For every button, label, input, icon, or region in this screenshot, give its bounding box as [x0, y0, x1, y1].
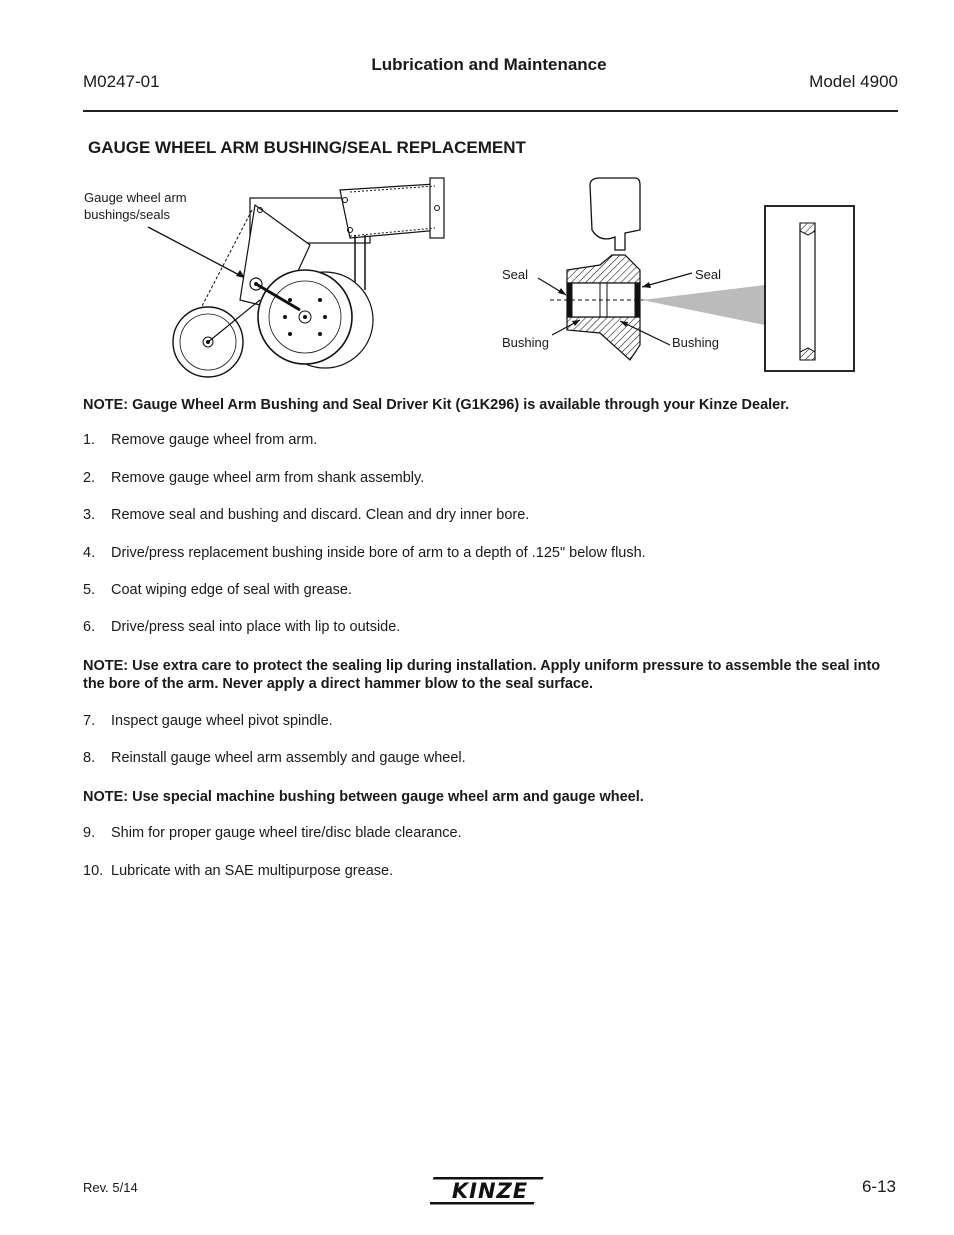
step-9: 9. Shim for proper gauge wheel tire/disc blade clearance.	[83, 825, 462, 841]
step-3: 3. Remove seal and bushing and discard. Clean and dry inner bore.	[83, 507, 530, 523]
step-8: 8. Reinstall gauge wheel arm assembly and gauge wheel.	[83, 750, 466, 766]
revision-label: Rev. 5/14	[83, 1180, 138, 1195]
document-number: M0247-01	[83, 72, 160, 91]
section-title: Lubrication and Maintenance	[371, 55, 607, 74]
svg-text:KINZE: KINZE	[451, 1179, 529, 1203]
header-rule	[83, 110, 898, 112]
page-number: 6-13	[861, 1177, 896, 1196]
note-sealing-lip: NOTE: Use extra care to protect the sealing lip during installation. Apply uniform pressure to assemble the seal into the bore of the arm. Never apply a direct hammer blow to the seal surface.	[83, 658, 881, 692]
step-7: 7. Inspect gauge wheel pivot spindle.	[83, 713, 333, 729]
callout-label-line1: Gauge wheel arm	[84, 190, 187, 205]
row-unit-illustration	[140, 170, 460, 380]
model-label: Model 4900	[809, 72, 898, 91]
note-dealer-kit: NOTE: Gauge Wheel Arm Bushing and Seal Driver Kit (G1K296) is available through your Kinze Dealer.	[83, 397, 790, 413]
step-2: 2. Remove gauge wheel arm from shank assembly.	[83, 470, 425, 486]
step-6: 6. Drive/press seal into place with lip to outside.	[83, 619, 401, 635]
seal-label-left: Seal	[502, 267, 529, 282]
step-10: 10. Lubricate with an SAE multipurpose grease.	[83, 863, 394, 879]
bushing-label-left: Bushing	[502, 335, 549, 350]
callout-label-line2: bushings/seals	[84, 207, 170, 222]
step-4: 4. Drive/press replacement bushing inside bore of arm to a depth of .125" below flush.	[83, 545, 646, 561]
seal-label-right: Seal	[695, 267, 722, 282]
page-title: GAUGE WHEEL ARM BUSHING/SEAL REPLACEMENT	[88, 138, 526, 157]
step-1: 1. Remove gauge wheel from arm.	[83, 432, 318, 448]
bushing-cross-section-illustration	[530, 175, 860, 380]
kinze-logo	[430, 1176, 550, 1206]
step-5: 5. Coat wiping edge of seal with grease.	[83, 582, 353, 598]
bushing-label-right: Bushing	[672, 335, 719, 350]
note-special-bushing: NOTE: Use special machine bushing between gauge wheel arm and gauge wheel.	[83, 789, 644, 805]
